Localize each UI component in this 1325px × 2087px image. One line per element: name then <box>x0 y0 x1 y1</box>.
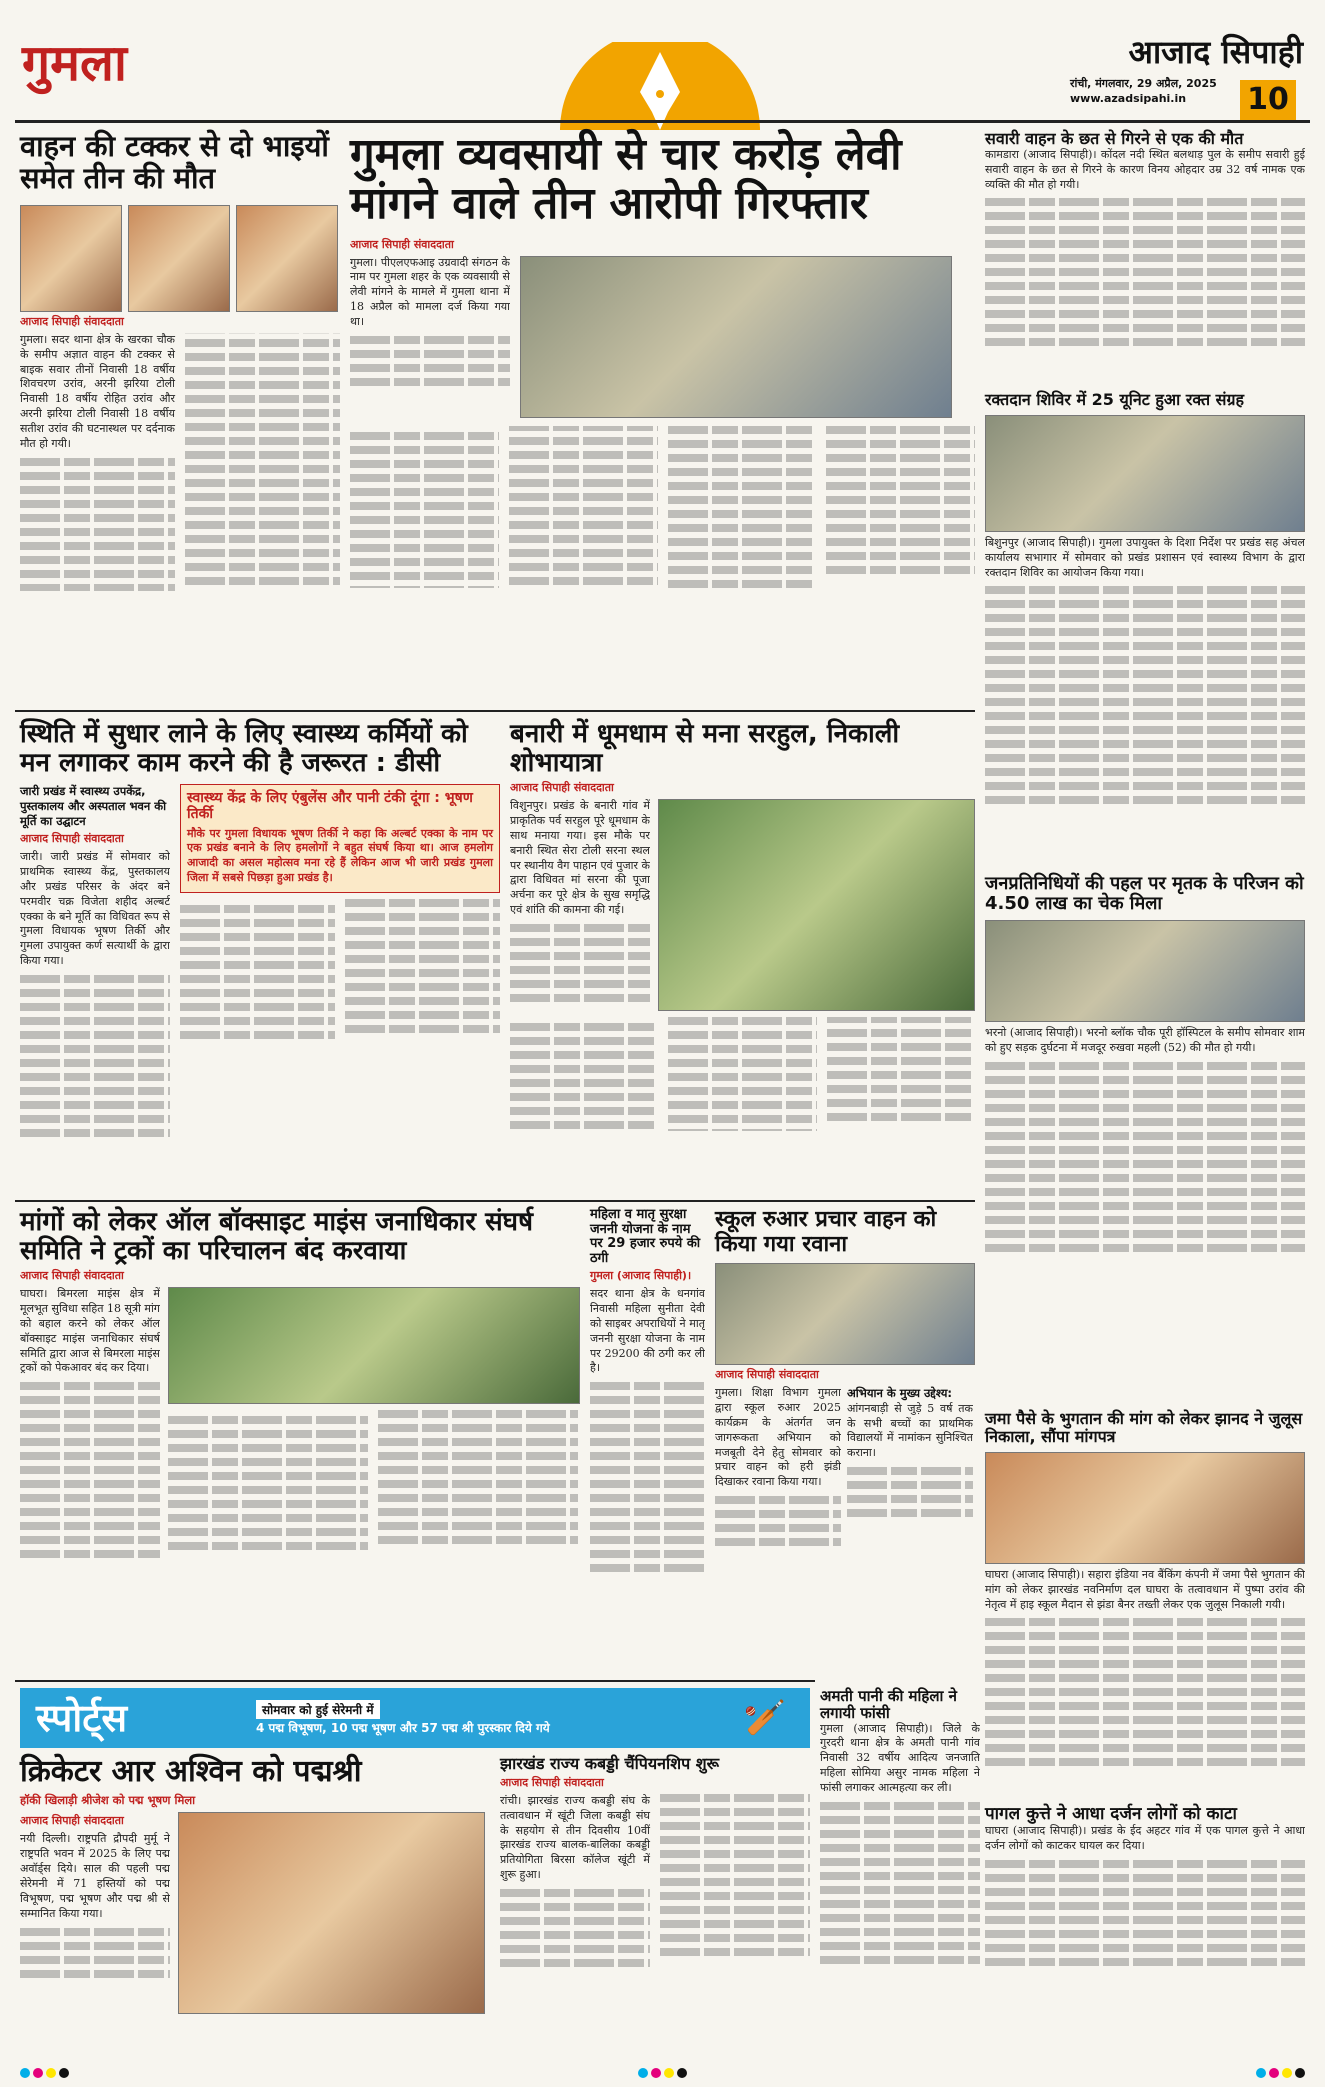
headline: क्रिकेटर आर अश्विन को पद्मश्री <box>20 1754 362 1789</box>
cheque-photo <box>985 920 1305 1022</box>
strip-title: सोमवार को हुई सेरेमनी में <box>256 1700 380 1719</box>
award-strip <box>256 1700 720 1736</box>
box-text: मौके पर गुमला विधायक भूषण तिर्की ने कहा कि अल्बर्ट एक्का के नाम पर एक प्रखंड बनाने के लिए हमलोगों ने बहुत संघर्ष किया था। आज हमलोग आजादी का असल महोत्सव मना रहे हैं लेकिन आज भी जारी प्रखंड गुमला जिला में सबसे पिछड़ा हुआ प्रखंड है। <box>187 826 493 885</box>
lead-text: सदर थाना क्षेत्र के धनगांव निवासी महिला सुनीता देवी को साइबर अपराधियों ने मातृ जननी सुरक्षा योजना के नाम पर 29200 की ठगी कर ली है। <box>590 1287 705 1375</box>
victim-photo-2 <box>128 205 230 312</box>
story-scheme <box>590 1208 705 1678</box>
lead-text: घाघरा (आजाद सिपाही)। प्रखंड के ईद अहटर गांव में एक पागल कुत्ते ने आधा दर्जन लोगों को काटकर घायल कर दिया। <box>985 1824 1305 1852</box>
color-registration-marks <box>20 2068 1305 2080</box>
headline: बनारी में धूमधाम से मना सरहुल, निकाली शोभायात्रा <box>510 719 900 779</box>
byline: आजाद सिपाही संवाददाता <box>715 1368 819 1382</box>
sarhul-photo <box>658 799 975 1011</box>
victim-photo-1 <box>20 205 122 312</box>
byline: आजाद सिपाही संवाददाता <box>20 314 124 328</box>
deck: हॉकी खिलाड़ी श्रीजेश को पद्म भूषण मिला <box>20 1792 196 1807</box>
lead-text: बिशुनपुर (आजाद सिपाही)। गुमला उपायुक्त के दिशा निर्देश पर प्रखंड सह अंचल कार्यालय सभागार में सोमवार को प्रखंड प्रशासन एवं स्वास्थ्य विभाग के द्वारा रक्तदान शिविर का आयोजन किया गया। <box>985 535 1305 579</box>
sports-banner-title: स्पोर्ट्स <box>36 1695 128 1740</box>
story-sarhul <box>510 720 975 1200</box>
lead-text: जारी। जारी प्रखंड में सोमवार को प्राथमिक स्वास्थ्य केंद्र, पुस्तकालय और प्रखंड परिसर के अंदर बने परमवीर चक्र विजेता शहीद अल्बर्ट एक्का के बने मूर्ति का विधिवत रूप से गुमला विधायक भूषण तिर्की और गुमला उपायुक्त कर्ण सत्यार्थी के द्वारा किया गया। <box>20 850 170 968</box>
story-suicide <box>820 1688 980 2053</box>
cricket-icon: 🏏 <box>743 1698 787 1738</box>
headline-blood: रक्तदान शिविर में 25 यूनिट हुआ रक्त संग्रह <box>985 389 1244 409</box>
lead-text: गुमला। पीएलएफआइ उग्रवादी संगठन के नाम पर गुमला शहर के एक व्यवसायी से लेवी मांगने के मामले में गुमला थाना में 18 अप्रैल को मामला दर्ज किया गया था। <box>350 255 510 328</box>
headline: झारखंड राज्य कबड्डी चैंपियनशिप शुरू <box>500 1754 720 1773</box>
headline: पागल कुत्ते ने आधा दर्जन लोगों को काटा <box>985 1804 1237 1824</box>
dateline: रांची, मंगलवार, 29 अप्रैल, 2025 <box>1070 77 1217 90</box>
headline: अमती पानी की महिला ने लगायी फांसी <box>820 1687 957 1722</box>
lead-text: गुमला (आजाद सिपाही)। जिले के गुरदरी थाना क्षेत्र के अमती पानी गांव निवासी 32 वर्षीय आदित्य जनजाति महिला सोमिया असुर नामक महिला ने फांसी लगाकर आत्महत्या कर ली। <box>820 1721 980 1794</box>
headline: जमा पैसे के भुगतान की मांग को लेकर झानद ने जुलूस निकाला, सौंपा मांगपत्र <box>985 1409 1303 1446</box>
headline: मांगों को लेकर ऑल बॉक्साइट माइंस जनाधिकार संघर्ष समिति ने ट्रकों का परिचालन बंद करवाया <box>20 1207 534 1267</box>
story-ashwin <box>20 1755 490 2055</box>
byline: आजाद सिपाही संवाददाता <box>20 1813 124 1827</box>
story-arrest <box>350 130 975 700</box>
pen-nib-logo <box>560 42 760 130</box>
byline: आजाद सिपाही संवाददाता <box>510 781 614 795</box>
award-photo <box>178 1812 485 2014</box>
arrest-photo <box>520 256 952 418</box>
paper-name: आजाद सिपाही <box>1128 33 1303 71</box>
headline: स्थिति में सुधार लाने के लिए स्वास्थ्य कर्मियों को मन लगाकर काम करने की है जरूरत : डीसी <box>20 719 468 779</box>
side-title: अभियान के मुख्य उद्देश्य: <box>847 1386 953 1401</box>
byline: आजाद सिपाही संवाददाता <box>20 832 124 846</box>
headline: स्कूल रुआर प्रचार वाहन को किया गया रवाना <box>715 1207 937 1257</box>
right-column <box>985 130 1305 1410</box>
lead-text: कामडारा (आजाद सिपाही)। कोंदल नदी स्थित बलथाड़ पुल के समीप सवारी हुई सवारी वाहन के छत से गिरने के कारण विनय ओहदार उम्र 32 वर्ष नामक एक व्यक्ति की मौत हो गयी। <box>985 147 1305 191</box>
school-vehicle-photo <box>715 1263 975 1365</box>
byline: आजाद सिपाही संवाददाता <box>350 237 454 251</box>
lead-text: गुमला। शिक्षा विभाग गुमला द्वारा स्कूल रुआर 2025 कार्यक्रम के अंतर्गत जन जागरूकता अभियान को मजबूती देने हेतु सोमवार को प्रचार वाहन को हरी झंडी दिखाकर रवाना किया गया। <box>715 1386 841 1489</box>
story-school <box>715 1208 975 1678</box>
lead-text: विशुनपुर। प्रखंड के बनारी गांव में प्राकृतिक पर्व सरहुल पूरे धूमधाम के साथ मनाया गया। इस मौके पर बनारी स्थित सेरा टोली सरना स्थल पर स्थानीय वैग पाहान एवं पुजार के द्वारा विधिवत मां सरना की पूजा अर्चना कर पूरे क्षेत्र के सुख समृद्धि एवं शांति की कामना की गई। <box>510 799 650 917</box>
section-title: गुमला <box>22 34 127 92</box>
lead-text: घाघरा (आजाद सिपाही)। सहारा इंडिया नव बैंकिंग कंपनी में जमा पैसे भुगतान की मांग को लेकर झारखंड नवनिर्माण दल घाघरा के तत्वावधान में पुष्पा उरांव की नेतृत्व में हाइ स्कूल मैदान से झंडा बैनर तख्ती लेकर एक जुलूस निकाली गयी। <box>985 1567 1305 1611</box>
story-rally <box>985 1410 1305 1800</box>
lead-text: रांची। झारखंड राज्य कबड्डी संघ के तत्वावधान में खूंटी जिला कबड्डी संघ के सहयोग से तीन दिवसीय 10वीं झारखंड राज्य बालक-बालिका कबड्डी प्रतियोगिता बिरसा कॉलेज खूंटी में शुरू हुआ। <box>500 1793 650 1882</box>
lead-text: नयी दिल्ली। राष्ट्रपति द्रौपदी मुर्मू ने राष्ट्रपति भवन में 2025 के लिए पद्म अवॉर्ड्स दिये। साल की पहली पद्म सेरेमनी में 71 हस्तियों को पद्म विभूषण, पद्म भूषण और पद्म श्री से सम्मानित किया गया। <box>20 1832 170 1920</box>
lead-headline: गुमला व्यवसायी से चार करोड़ लेवी मांगने वाले तीन आरोपी गिरफ्तार <box>350 129 902 230</box>
story-dog <box>985 1805 1305 2055</box>
strip-text: 4 पद्म विभूषण, 10 पद्म भूषण और 57 पद्म श्री पुरस्कार दिये गये <box>256 1721 550 1735</box>
byline: गुमला (आजाद सिपाही)। <box>590 1269 692 1283</box>
lead-text: गुमला। सदर थाना क्षेत्र के खरका चौक के समीप अज्ञात वाहन की टक्कर से बाइक सवार तीनों निवासी 18 वर्षीय शिवचरण उरांव, अरनी झरिया टोली निवासी 18 वर्षीय रोहित उरांव और अरनी झरिया टोली निवासी 18 वर्षीय सतीश उरांव की घटनास्थल पर दर्दनाक मौत हो गयी। <box>20 332 175 450</box>
victim-photo-3 <box>236 205 338 312</box>
page-number: 10 <box>1240 80 1296 120</box>
story-kabaddi <box>500 1755 810 2055</box>
highlight-box <box>180 784 500 893</box>
headline: वाहन की टक्कर से दो भाइयों समेत तीन की मौत <box>20 129 329 196</box>
story-health <box>20 720 500 1200</box>
byline: आजाद सिपाही संवाददाता <box>500 1775 604 1789</box>
sports-banner <box>20 1688 810 1748</box>
deck: जारी प्रखंड में स्वास्थ्य उपकेंद्र, पुस्तकालय और अस्पताल भवन की मूर्ति का उद्घाटन <box>20 784 167 829</box>
lead-text: भरनो (आजाद सिपाही)। भरनो ब्लॉक चौक पूरी हॉस्पिटल के समीप सोमवार शाम को हुए सड़क दुर्घटना में मजदूर रुखवा महली (52) की मौत हो गयी। <box>985 1026 1305 1054</box>
bauxite-photo <box>168 1287 580 1404</box>
blood-camp-photo <box>985 415 1305 532</box>
headline-vehicle-death: सवारी वाहन के छत से गिरने से एक की मौत <box>985 129 1244 148</box>
rally-photo <box>985 1452 1305 1564</box>
lead-text: घाघरा। बिमरला माइंस क्षेत्र में मूलभूत सुविधा सहित 18 सूत्री मांग को बहाल करने को लेकर ऑल बॉक्साइट माइंस जनाधिकार संघर्ष समिति द्वारा आज से बिमरला माइंस ट्रकों को पेकआवर बंद कर दिया। <box>20 1287 160 1375</box>
headline: महिला व मातृ सुरक्षा जननी योजना के नाम पर 29 हजार रुपये की ठगी <box>590 1207 701 1266</box>
story-bauxite <box>20 1208 580 1678</box>
byline: आजाद सिपाही संवाददाता <box>20 1269 124 1283</box>
headline-cheque: जनप्रतिनिधियों की पहल पर मृतक के परिजन को 4.50 लाख का चेक मिला <box>985 872 1304 914</box>
box-headline: स्वास्थ्य केंद्र के लिए एंबुलेंस और पानी टंकी दूंगा : भूषण तिर्की <box>187 790 473 822</box>
story-accident <box>20 130 340 700</box>
side-text: आंगनबाड़ी से जुड़े 5 वर्ष तक के सभी बच्चों का प्राथमिक विद्यालयों में नामांकन सुनिश्चित कराना। <box>847 1401 973 1460</box>
website: www.azadsipahi.in <box>1070 92 1187 105</box>
